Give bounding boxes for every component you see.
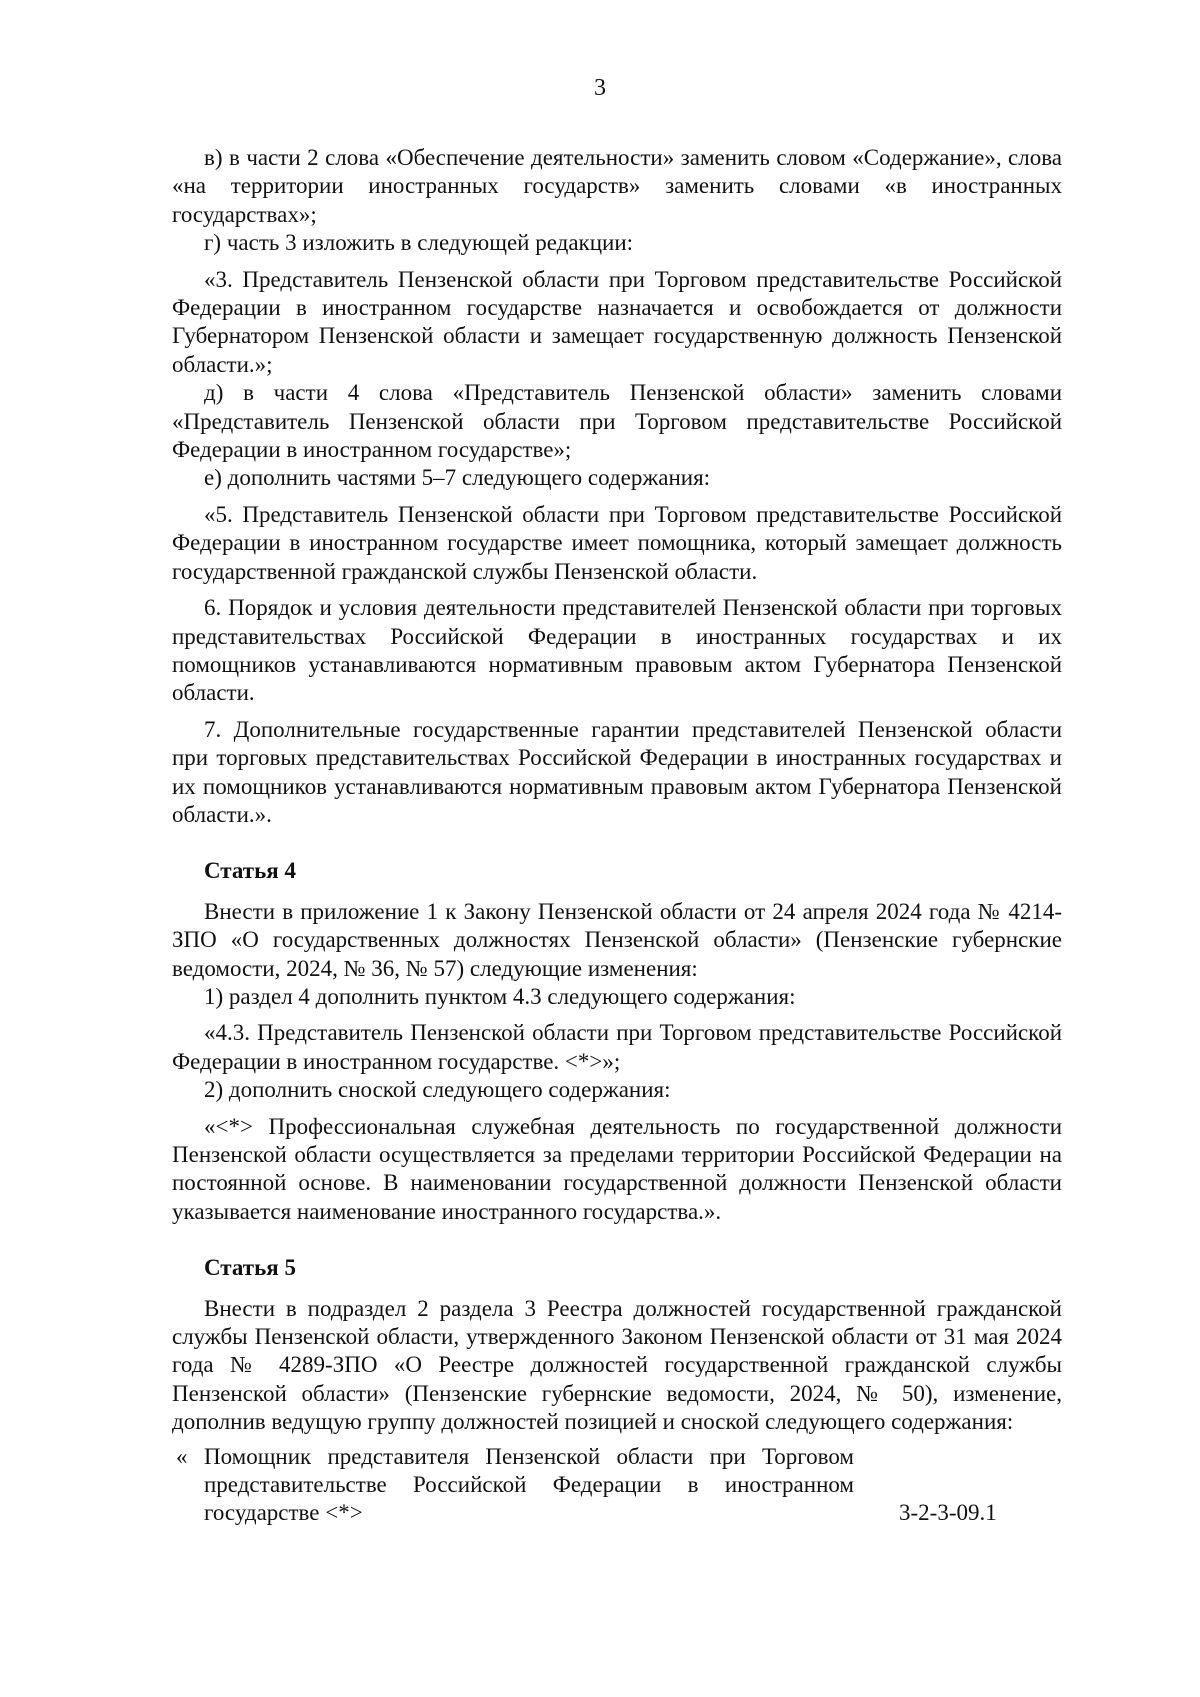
article-4-heading: Статья 4 bbox=[204, 858, 296, 884]
paragraph-part5-text: «5. Представитель Пензенской области при Торговом представительстве Российской Федерации в иностранном государстве имеет помощника, который замещает должность государственной гражданской службы Пензенской области. bbox=[172, 501, 1062, 584]
paragraph-part7-text: 7. Дополнительные государственные гарантии представителей Пензенской области при торговых представительствах Российской Федерации в иностранных государствах и их помощников устанавливаются нормативным правовым актом Губернатора Пензенской области.». bbox=[172, 716, 1062, 827]
page-number: 3 bbox=[594, 75, 606, 101]
article-5-intro: Внести в подраздел 2 раздела 3 Реестра должностей государственной гражданской службы Пензенской области, утвержденного Законом Пензенской области от 31 мая 2024 года № 4289-ЗПО «О Реестре должностей государственной гражданской службы Пензенской области» (Пензенские губернские ведомости, 2024, № 50), изменение, дополнив ведущую группу должностей позицией и сноской следующего содержания: bbox=[172, 1295, 1062, 1435]
registry-entry bbox=[172, 1443, 1062, 1531]
registry-entry-position: Помощник представителя Пензенской области при Торговом представительстве Российской Федерации в иностранном государстве <*> bbox=[204, 1443, 854, 1526]
paragraph-part3-text: «3. Представитель Пензенской области при Торговом представительстве Российской Федерации в иностранном государстве назначается и освобождается от должности Губернатором Пензенской области и замещает государственную должность Пензенской области.»; bbox=[172, 266, 1062, 377]
article-4-intro: Внести в приложение 1 к Закону Пензенской области от 24 апреля 2024 года № 4214-ЗПО «О государственных должностях Пензенской области» (Пензенские губернские ведомости, 2024, № 36, № 57) следующие изменения: bbox=[172, 898, 1062, 981]
document-body bbox=[172, 144, 1062, 1531]
registry-entry-code: 3-2-3-09.1 bbox=[899, 1499, 997, 1525]
paragraph-item-g: г) часть 3 изложить в следующей редакции: bbox=[204, 230, 634, 256]
article-4-item-4-3-text: «4.3. Представитель Пензенской области при Торговом представительстве Российской Федерации в иностранном государстве. <*>»; bbox=[172, 1020, 1062, 1074]
article-5-heading: Статья 5 bbox=[204, 1255, 296, 1281]
paragraph-item-e: е) дополнить частями 5–7 следующего содержания: bbox=[204, 465, 711, 491]
paragraph-part6-text: 6. Порядок и условия деятельности представителей Пензенской области при торговых представительствах Российской Федерации в иностранных государствах и их помощников устанавливаются нормативным правовым актом Губернатора Пензенской области. bbox=[172, 595, 1062, 706]
article-4-item-1: 1) раздел 4 дополнить пунктом 4.3 следующего содержания: bbox=[204, 983, 796, 1009]
article-4-item-2: 2) дополнить сноской следующего содержания: bbox=[204, 1077, 671, 1103]
article-4-footnote-text: «<*> Профессиональная служебная деятельность по государственной должности Пензенской области осуществляется за пределами территории Российской Федерации на постоянной основе. В наименовании государственной должности Пензенской области указывается наименование иностранного государства.». bbox=[172, 1113, 1062, 1224]
registry-entry-quote: « bbox=[176, 1443, 188, 1469]
paragraph-item-d: д) в части 4 слова «Представитель Пензенской области» заменить словами «Представитель Пензенской области при Торговом представительстве Российской Федерации в иностранном государстве»; bbox=[172, 380, 1062, 463]
paragraph-item-v: в) в части 2 слова «Обеспечение деятельности» заменить словом «Содержание», слова «на территории иностранных государств» заменить словами «в иностранных государствах»; bbox=[172, 145, 1062, 227]
